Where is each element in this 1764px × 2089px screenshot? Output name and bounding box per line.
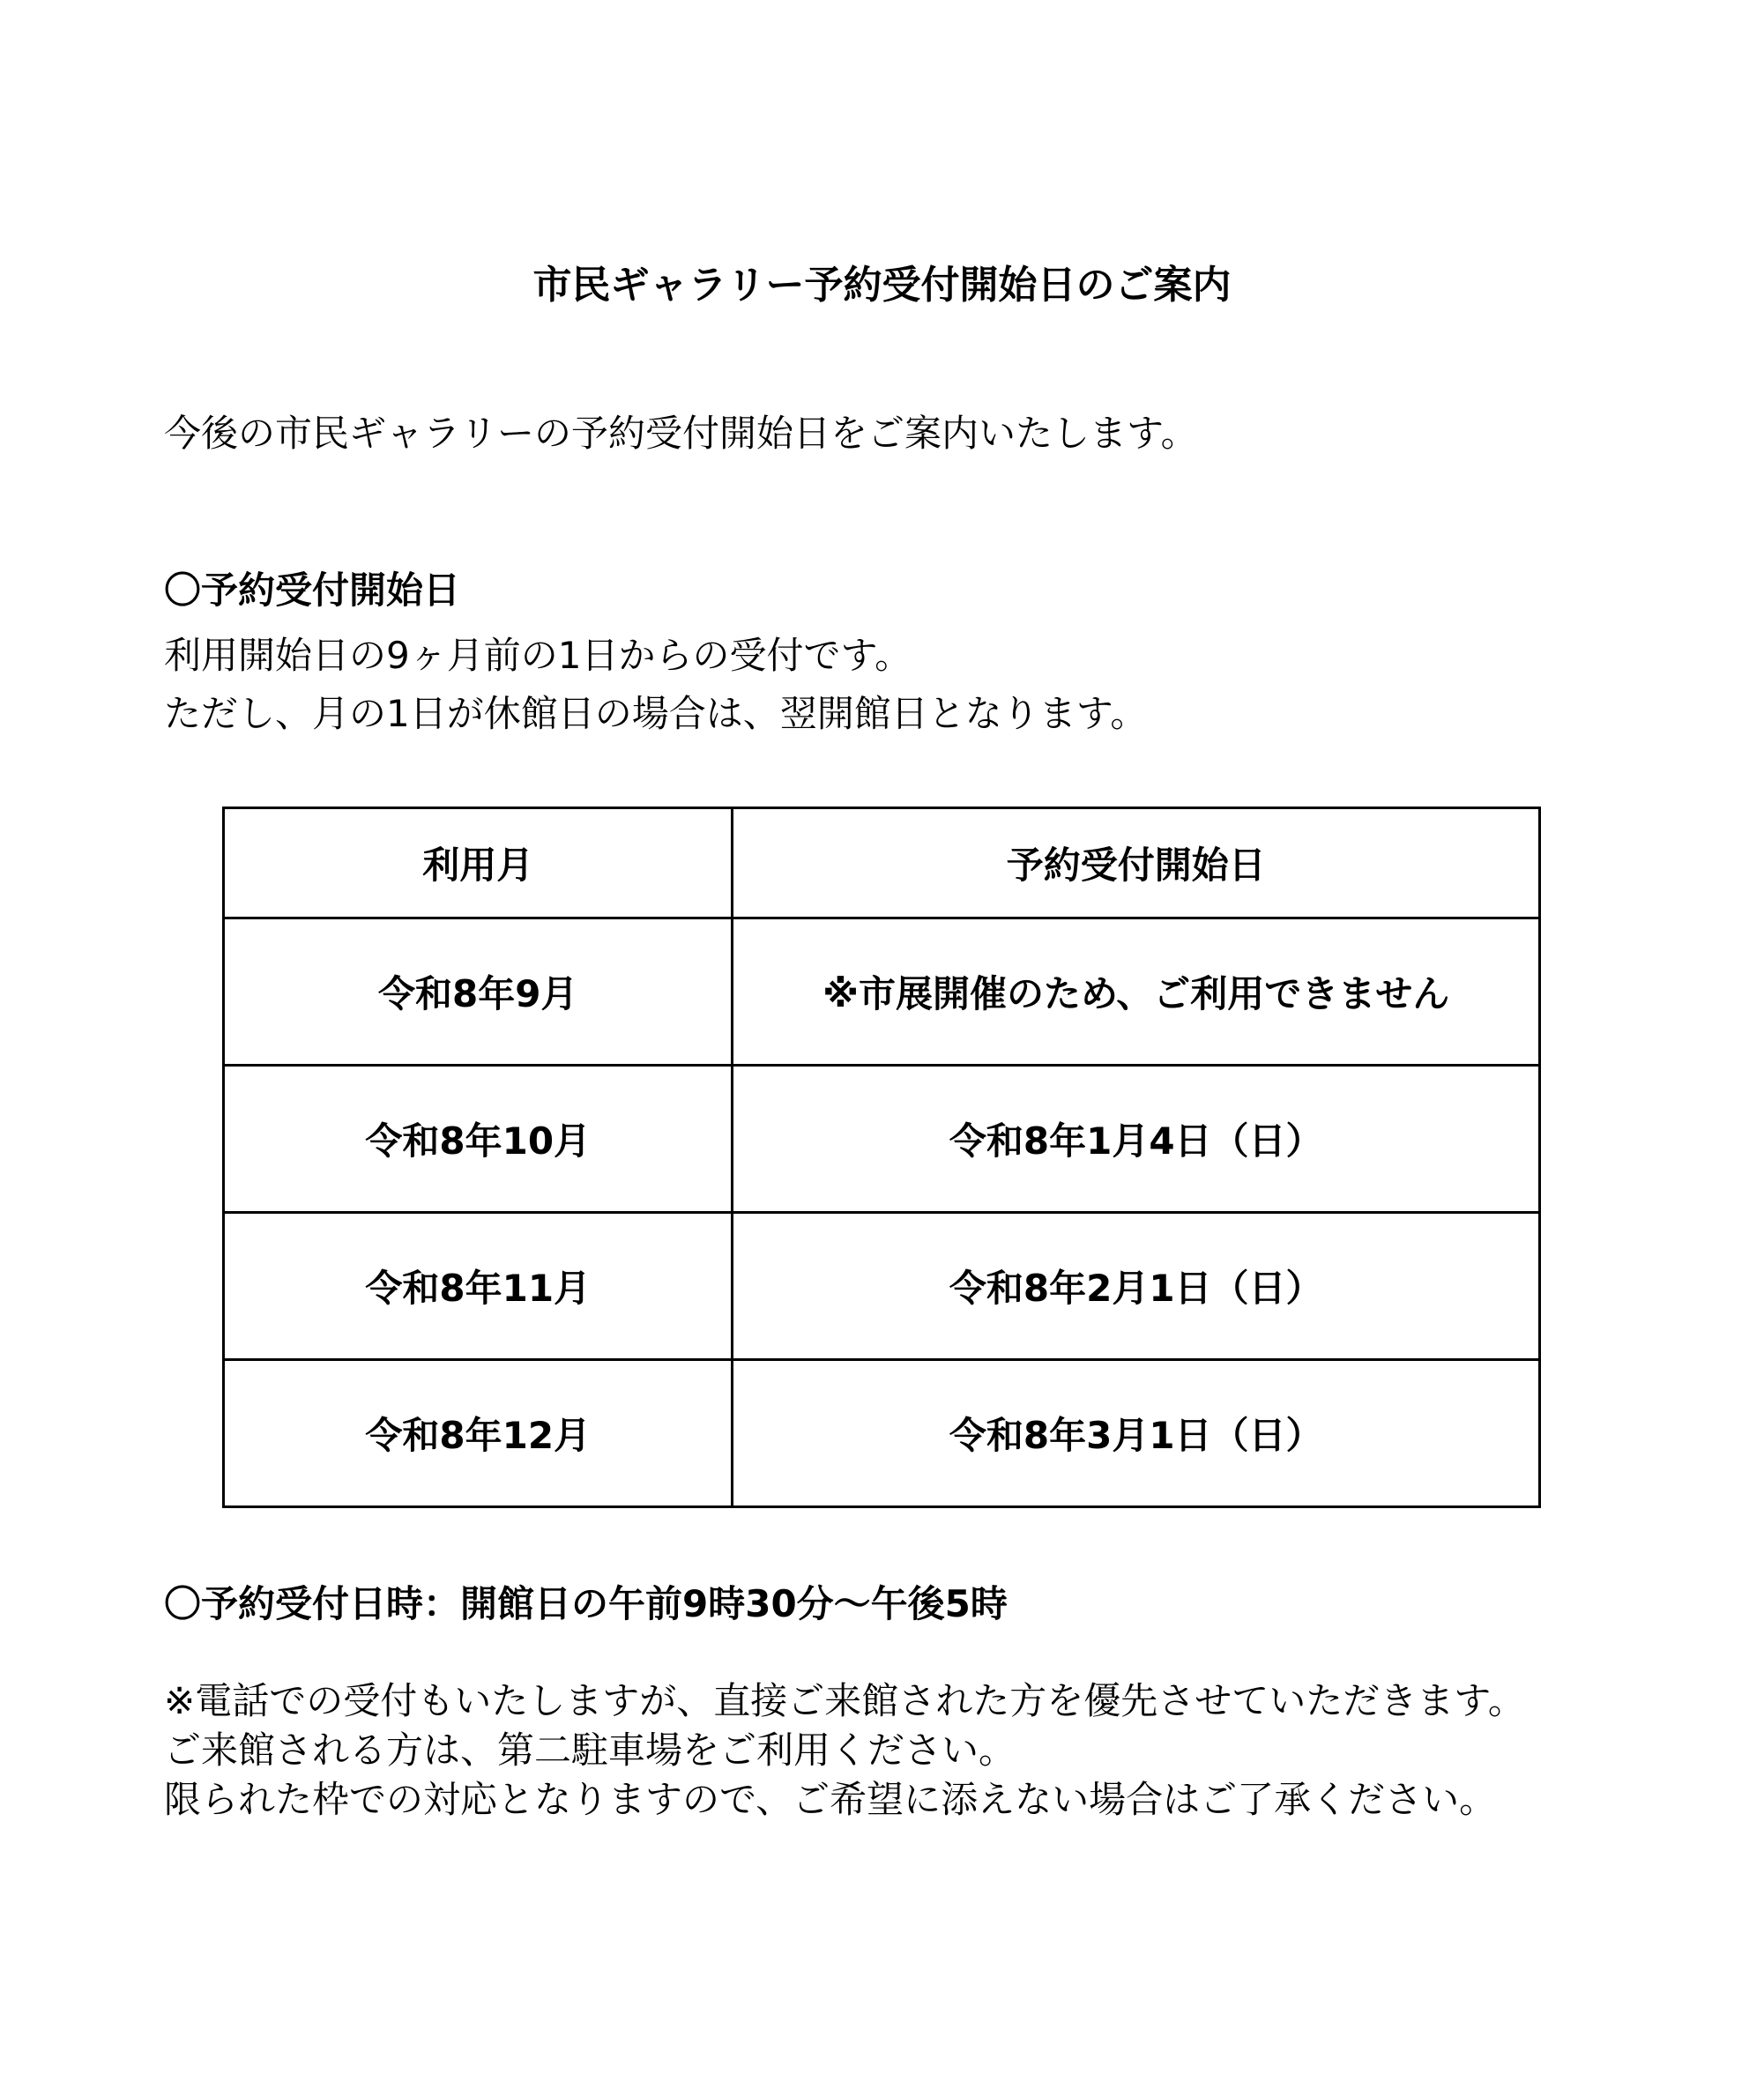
note-line-2: ご来館される方は、第二駐車場をご利用ください。 [164,1728,1016,1772]
page-title: 市民ギャラリー予約受付開始日のご案内 [532,263,1232,308]
intro-text: 今後の市民ギャラリーの予約受付開始日をご案内いたします。 [164,412,1198,455]
start-date-cell: 令和8年2月1日（日） [733,1213,1540,1360]
reservation-rule-line-1: 利用開始日の9ヶ月前の1日からの受付です。 [164,634,912,677]
header-usage-month: 利用月 [224,808,733,918]
usage-month-cell: 令和8年12月 [224,1360,733,1507]
start-date-cell: 令和8年1月4日（日） [733,1066,1540,1213]
reservation-hours-heading: 〇予約受付日時：開館日の午前9時30分～午後5時 [164,1582,1008,1625]
header-reservation-start-date: 予約受付開始日 [733,808,1540,918]
table-header-row [224,808,1540,918]
start-date-cell: 令和8年3月1日（日） [733,1360,1540,1507]
usage-month-cell: 令和8年10月 [224,1066,733,1213]
table-row [224,918,1540,1066]
reservation-start-heading: 〇予約受付開始日 [164,569,461,612]
start-date-cell: ※市展開催のため、ご利用できません [733,918,1540,1066]
note-line-1: ※電話での受付もいたしますが、直接ご来館された方を優先させていただきます。 [164,1679,1525,1722]
usage-month-cell: 令和8年9月 [224,918,733,1066]
reservation-rule-line-2: ただし、月の1日が休館日の場合は、翌開館日となります。 [164,692,1148,735]
table-row [224,1213,1540,1360]
usage-month-cell: 令和8年11月 [224,1213,733,1360]
reservation-schedule-table [222,807,1541,1508]
note-line-3: 限られた枠での対応となりますので、ご希望に添えない場合はご了承ください。 [164,1778,1497,1821]
table-row [224,1360,1540,1507]
table-row [224,1066,1540,1213]
